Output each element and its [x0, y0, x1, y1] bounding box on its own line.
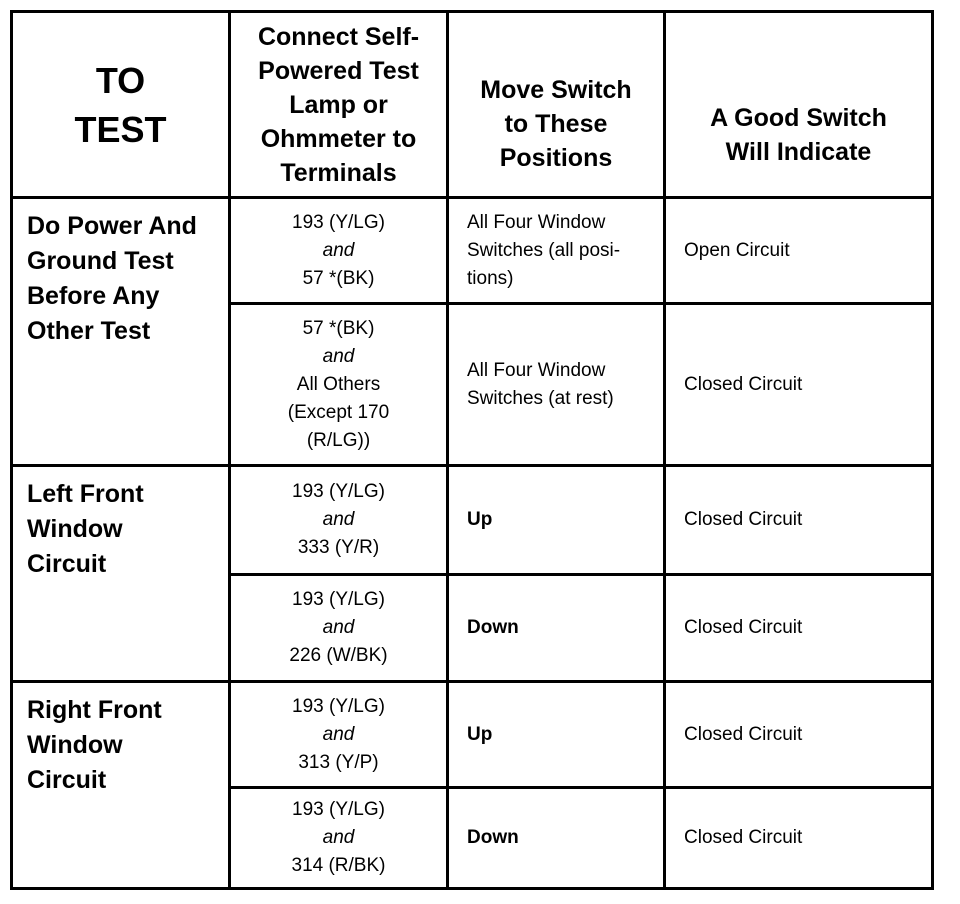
indication-cell: Closed Circuit: [684, 617, 803, 638]
indication-cell: Closed Circuit: [684, 373, 803, 395]
switch-position-cell: Down: [467, 827, 519, 848]
switch-position-cell: All Four Window Switches (all posi- tions): [467, 211, 621, 289]
terminals-cell: 193 (Y/LG) and 313 (Y/P): [292, 695, 385, 773]
switch-test-table: [10, 10, 934, 890]
terminals-cell: 193 (Y/LG) and 226 (W/BK): [289, 589, 388, 666]
terminals-cell: 193 (Y/LG) and 333 (Y/R): [292, 481, 385, 558]
header-connect-terminals: Connect Self- Powered Test Lamp or Ohmmeter to Terminals: [257, 22, 420, 187]
indication-cell: Closed Circuit: [684, 723, 803, 745]
switch-position-cell: Down: [467, 617, 519, 638]
switch-position-cell: Up: [467, 509, 493, 530]
terminals-cell: 57 *(BK) and All Others (Except 170 (R/LG)): [287, 317, 390, 451]
terminals-cell: 193 (Y/LG) and 57 *(BK): [292, 211, 385, 289]
switch-position-cell: Up: [467, 723, 493, 745]
indication-cell: Closed Circuit: [684, 509, 803, 530]
header-move-switch: Move Switch to These Positions: [480, 75, 632, 172]
terminals-cell: 193 (Y/LG) and 314 (R/BK): [291, 799, 386, 876]
test-left-front-window: Left Front Window Circuit: [27, 480, 144, 578]
test-right-front-window: Right Front Window Circuit: [27, 696, 162, 794]
test-power-ground: Do Power And Ground Test Before Any Other Test: [27, 212, 197, 345]
indication-cell: Closed Circuit: [684, 827, 803, 848]
switch-position-cell: All Four Window Switches (at rest): [467, 359, 614, 409]
header-good-switch-indicates: A Good Switch Will Indicate: [710, 103, 887, 166]
header-to-test: TO TEST: [74, 59, 167, 150]
indication-cell: Open Circuit: [684, 239, 790, 261]
